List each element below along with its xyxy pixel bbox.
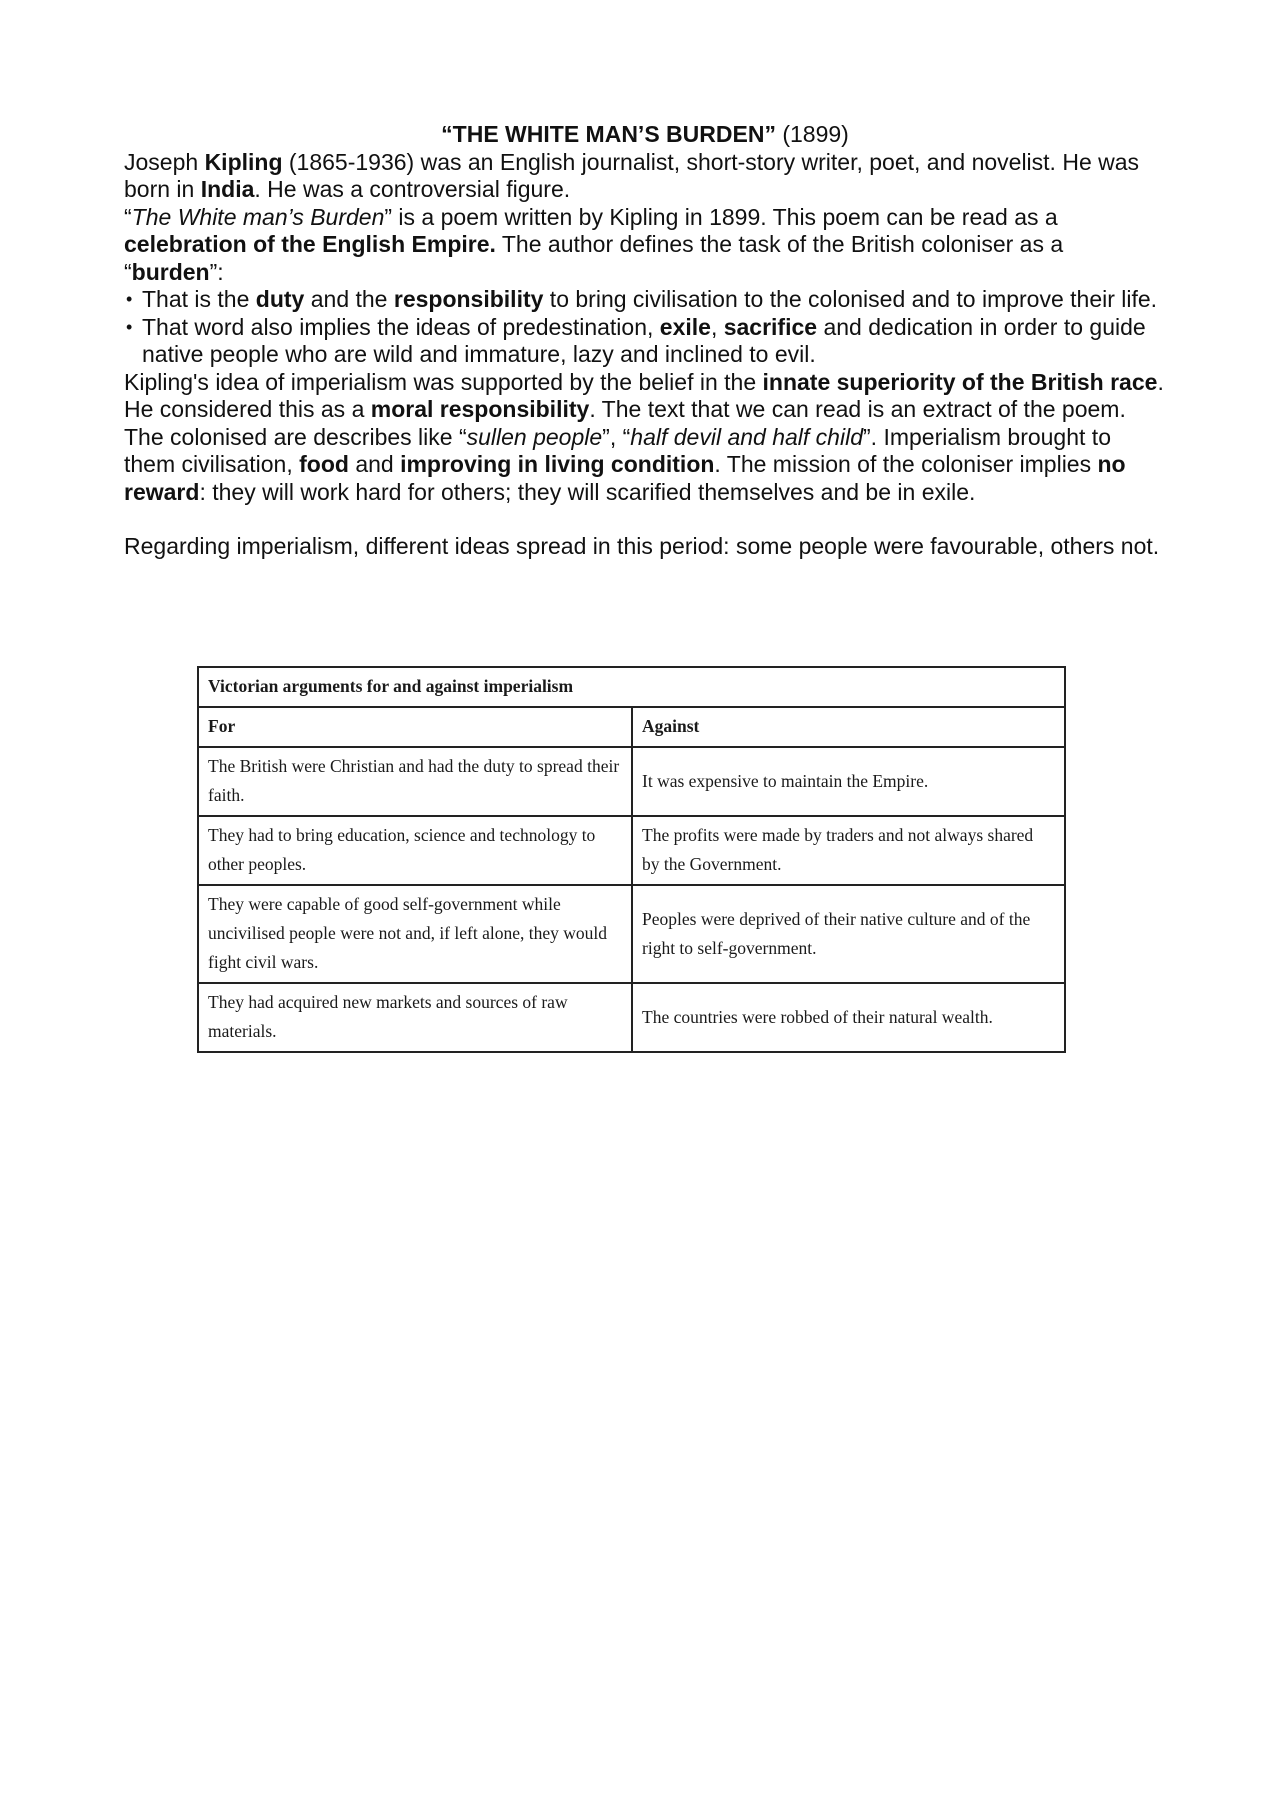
poem-paragraph: “The White man’s Burden” is a poem written by Kipling in 1899. This poem can be read as a celebration of the English Empire. The author defines the task of the British coloniser as a “burden”: [124,203,1064,285]
table-cell-for: They had to bring education, science and technology to other peoples. [198,816,632,885]
colonised-paragraph: The colonised are describes like “sullen people”, “half devil and half child”. Imperialism brought to them civilisation, food and improving in living condition. The mission of the coloniser implies no reward: they will work hard for others; they will scarified themselves and be in exile. [124,423,1126,505]
table-cell-for: They had acquired new markets and sources of raw materials. [198,983,632,1052]
table-cell-against: Peoples were deprived of their native culture and of the right to self-government. [632,885,1065,983]
table-cell-for: The British were Christian and had the duty to spread their faith. [198,747,632,816]
table-caption: Victorian arguments for and against imperialism [198,667,1065,707]
table-cell-against: The countries were robbed of their natural wealth. [632,983,1065,1052]
arguments-table [197,666,1066,1053]
list-item: • That is the duty and the responsibility to bring civilisation to the colonised and to improve their life. [126,286,1158,312]
table-header-row [198,707,1065,747]
list-item: • That word also implies the ideas of predestination, exile, sacrifice and dedication in order to guide native people who are wild and immature, lazy and inclined to evil. [126,313,1146,367]
column-header-against: Against [632,707,1065,747]
imperialism-paragraph: Kipling's idea of imperialism was supported by the belief in the innate superiority of the British race. He considered this as a moral responsibility. The text that we can read is an extract of the poem. [124,368,1164,422]
burden-bullet-list [124,286,1166,369]
column-header-for: For [198,707,632,747]
paragraph-gap [124,506,1166,533]
table-row [198,885,1065,983]
bullet-icon: • [126,316,133,337]
table-row [198,983,1065,1052]
document-body [124,121,1166,561]
table-caption-row [198,667,1065,707]
table-cell-for: They were capable of good self-government while uncivilised people were not and, if left alone, they would fight civil wars. [198,885,632,983]
table-row [198,816,1065,885]
table-cell-against: The profits were made by traders and not always shared by the Government. [632,816,1065,885]
regarding-paragraph: Regarding imperialism, different ideas spread in this period: some people were favourable, others not. [124,533,1160,559]
table-cell-against: It was expensive to maintain the Empire. [632,747,1065,816]
intro-paragraph: Joseph Kipling (1865-1936) was an English journalist, short-story writer, poet, and novelist. He was born in India. He was a controversial figure. [124,148,1140,202]
table-row [198,747,1065,816]
bullet-icon: • [126,289,133,309]
document-title: “THE WHITE MAN’S BURDEN” (1899) [441,121,849,147]
